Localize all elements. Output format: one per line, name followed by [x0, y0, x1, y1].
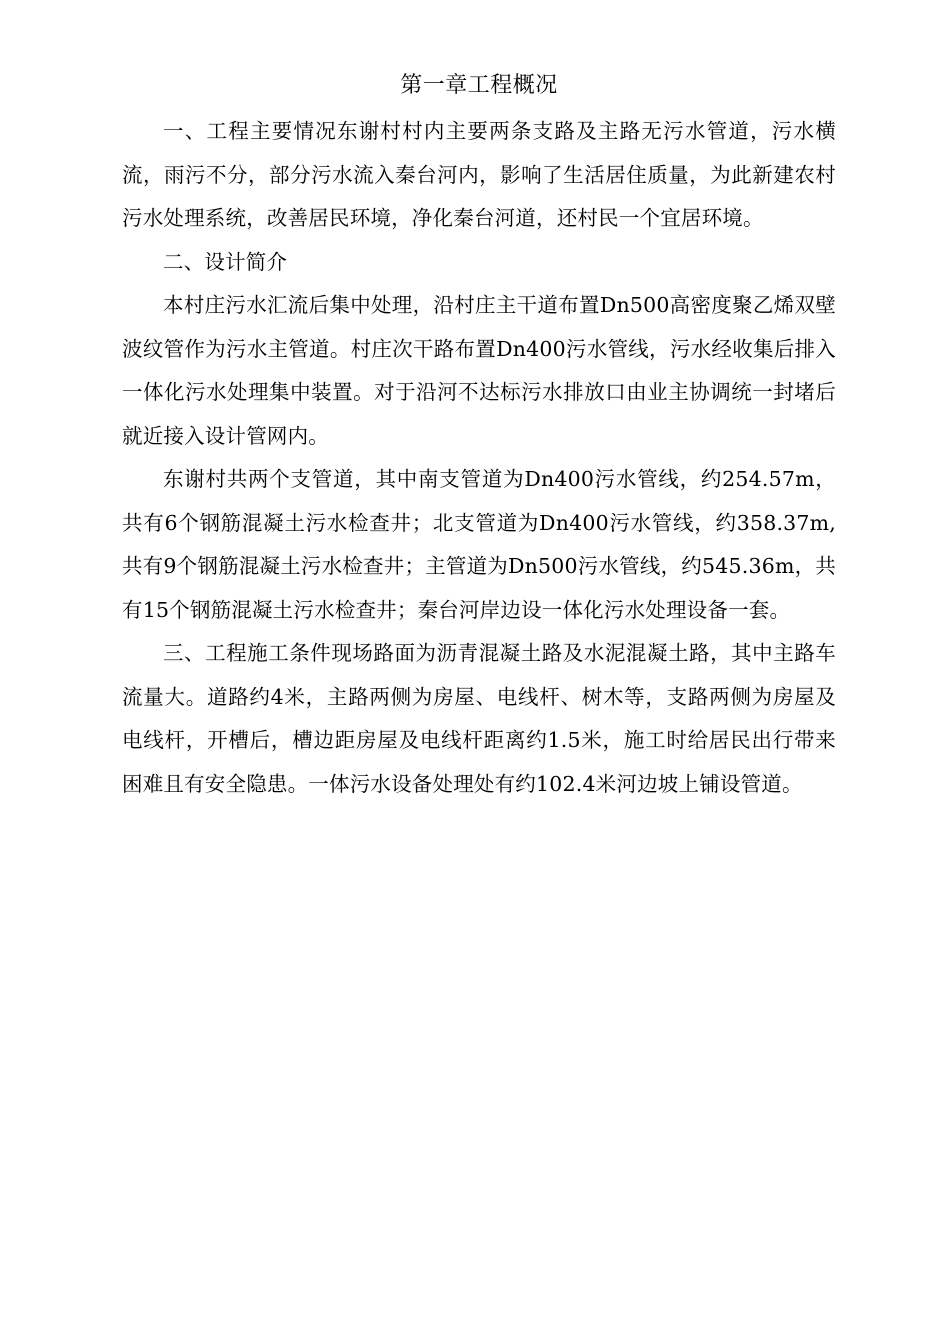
paragraph-design-heading: 二、设计简介 [163, 249, 288, 274]
paragraph-pipeline-details: 东谢村共两个支管道，其中南支管道为Dn400污水管线，约254.57m，共有6个钢筋混凝土污水检查井；北支管道为Dn400污水管线，约358.37m,共有9个钢筋混凝土污水检查井；主管道为Dn500污水管线，约545.36m，共有15个钢筋混凝土污水检查井；秦台河岸边设一体化污水处理设备一套。 [122, 467, 836, 622]
paragraph-design-description: 本村庄污水汇流后集中处理，沿村庄主干道布置Dn500高密度聚乙烯双壁波纹管作为污水主管道。村庄次干路布置Dn400污水管线，污水经收集后排入一体化污水处理集中装置。对于沿河不达标污水排放口由业主协调统一封堵后就近接入设计管网内。 [122, 293, 836, 448]
paragraph-project-overview: 一、工程主要情况东谢村村内主要两条支路及主路无污水管道，污水横流，雨污不分，部分污水流入秦台河内，影响了生活居住质量，为此新建农村污水处理系统，改善居民环境，净化秦台河道，还村民一个宜居环境。 [122, 119, 836, 230]
paragraph-construction-conditions: 三、工程施工条件现场路面为沥青混凝土路及水泥混凝土路，其中主路车流量大。道路约4米，主路两侧为房屋、电线杆、树木等，支路两侧为房屋及电线杆，开槽后，槽边距房屋及电线杆距离约1.5米，施工时给居民出行带来困难且有安全隐患。一体污水设备处理处有约102.4米河边坡上铺设管道。 [122, 641, 836, 796]
chapter-title: 第一章工程概况 [400, 73, 558, 98]
